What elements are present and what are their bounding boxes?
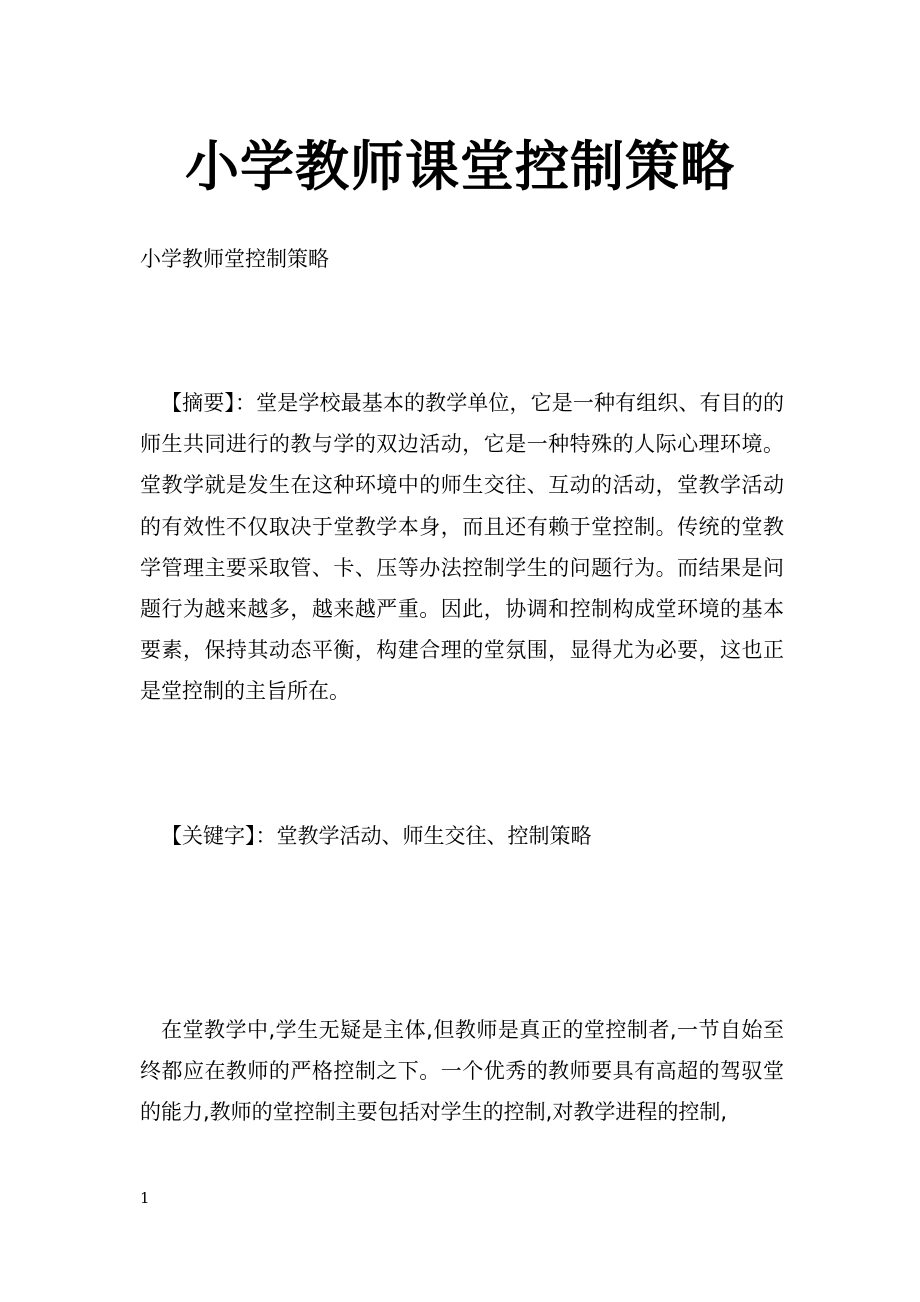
document-title: 小学教师课堂控制策略: [185, 135, 735, 198]
body-paragraph: 在堂教学中,学生无疑是主体,但教师是真正的堂控制者,一节自始至终都应在教师的严格控制之下。一个优秀的教师要具有高超的驾驭堂的能力,教师的堂控制主要包括对学生的控制,对教学进程的控制,: [140, 1018, 784, 1125]
abstract-paragraph: 【摘要】：堂是学校最基本的教学单位，它是一种有组织、有目的的师生共同进行的教与学的双边活动，它是一种特殊的人际心理环境。堂教学就是发生在这种环境中的师生交往、互动的活动，堂教学活动的有效性不仅取决于堂教学本身，而且还有赖于堂控制。传统的堂教学管理主要采取管、卡、压等办法控制学生的问题行为。而结果是问题行为越来越多，越来越严重。因此，协调和控制构成堂环境的基本要素，保持其动态平衡，构建合理的堂氛围，显得尤为必要，这也正是堂控制的主旨所在。: [140, 391, 784, 704]
page-number: 1: [140, 1189, 150, 1207]
document-subtitle: 小学教师堂控制策略: [140, 247, 329, 271]
keywords-paragraph: 【关键字】：堂教学活动、师生交往、控制策略: [161, 824, 592, 848]
